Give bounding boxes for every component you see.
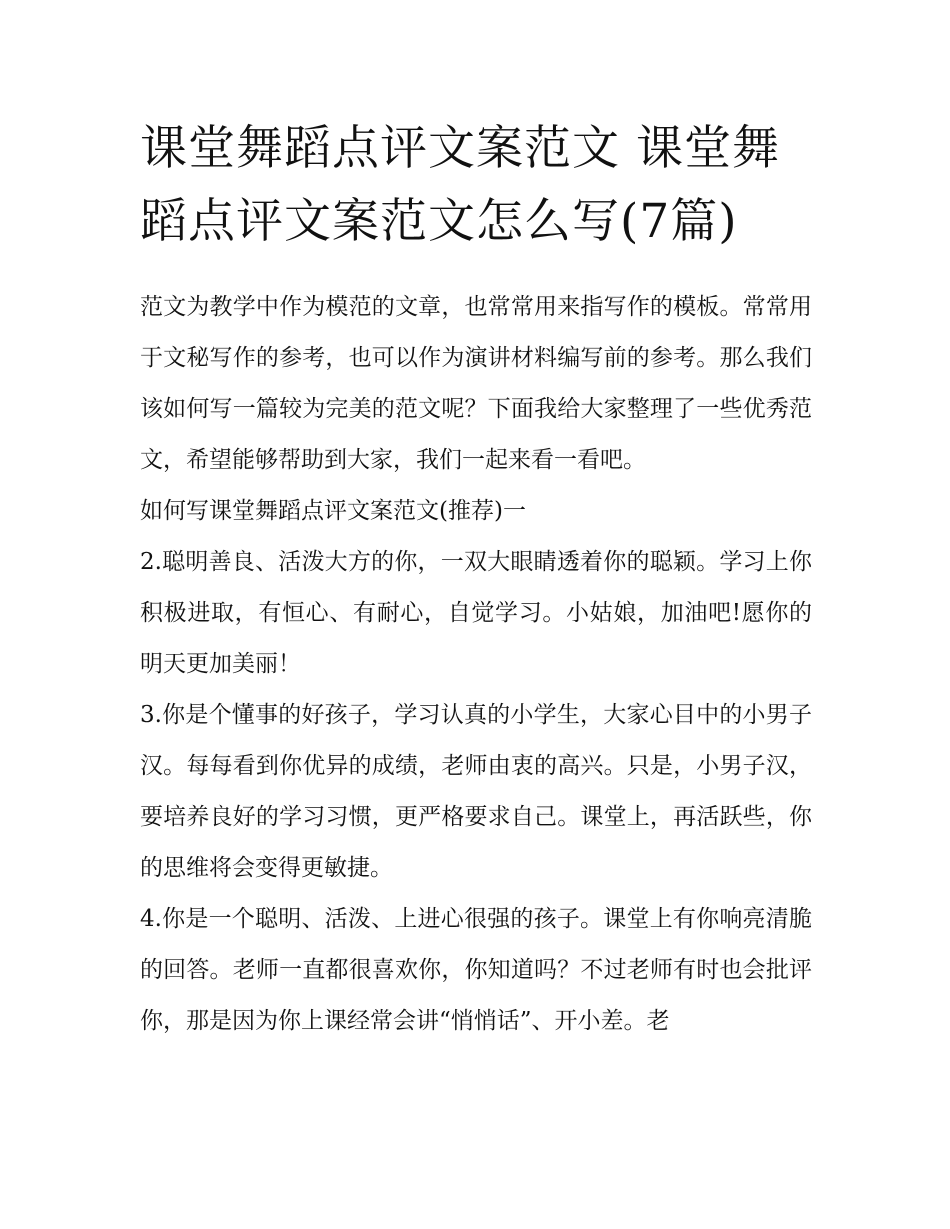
document-title: 课堂舞蹈点评文案范文 课堂舞蹈点评文案范文怎么写(7篇) (140, 121, 780, 249)
comment-paragraph-4: 4.你是一个聪明、活泼、上进心很强的孩子。课堂上有你响亮清脆的回答。老师一直都很喜欢你，你知道吗？不过老师有时也会批评你，那是因为你上课经常会讲“悄悄话”、开小差。老 (140, 906, 812, 1034)
comment-paragraph-2: 2.聪明善良、活泼大方的你，一双大眼睛透着你的聪颖。学习上你积极进取，有恒心、有耐心，自觉学习。小姑娘，加油吧!愿你的明天更加美丽！ (140, 549, 812, 677)
intro-paragraph: 范文为教学中作为模范的文章，也常常用来指写作的模板。常常用于文秘写作的参考，也可以作为演讲材料编写前的参考。那么我们该如何写一篇较为完美的范文呢？下面我给大家整理了一些优秀范文，希望能够帮助到大家，我们一起来看一看吧。 (140, 294, 812, 473)
section-heading: 如何写课堂舞蹈点评文案范文(推荐)一 (140, 498, 526, 524)
comment-paragraph-3: 3.你是个懂事的好孩子，学习认真的小学生，大家心目中的小男子汉。每每看到你优异的成绩，老师由衷的高兴。只是，小男子汉，要培养良好的学习习惯，更严格要求自己。课堂上，再活跃些，你的思维将会变得更敏捷。 (140, 702, 812, 881)
document-body (140, 112, 812, 1047)
